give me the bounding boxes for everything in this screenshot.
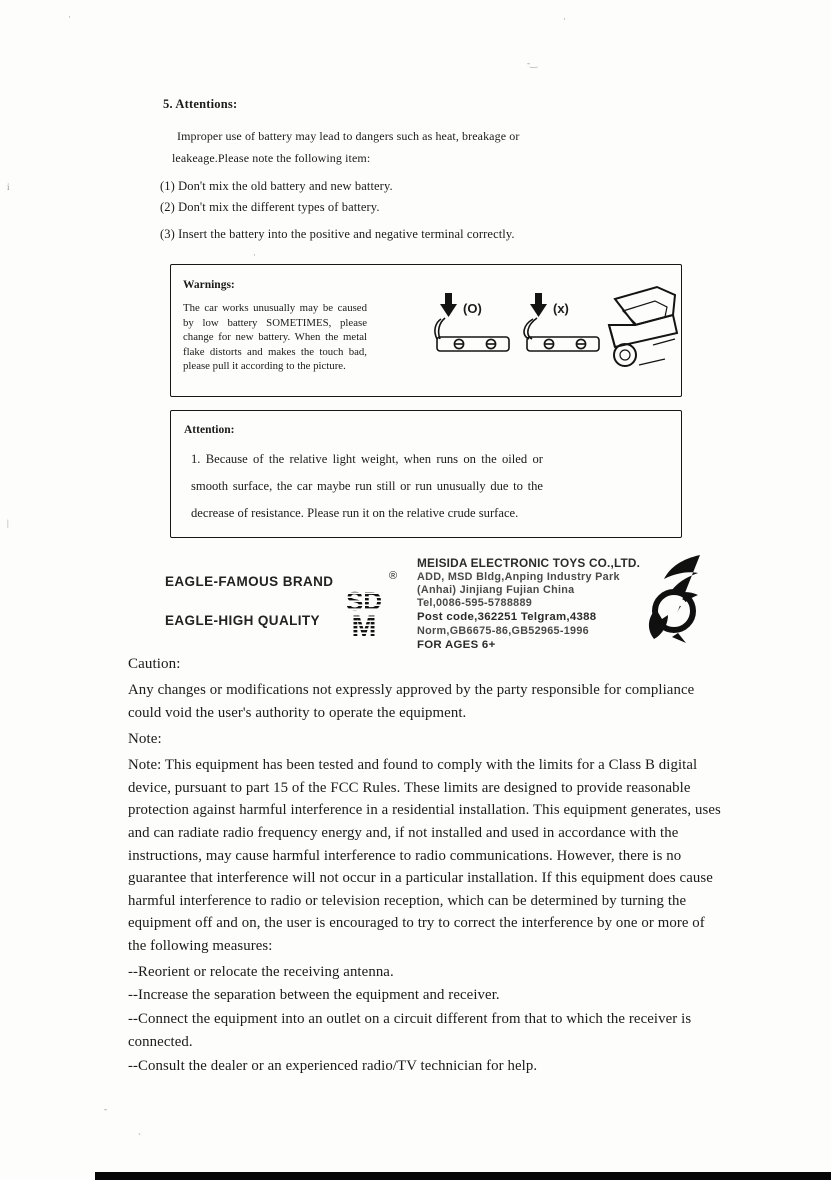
brand-line-famous: EAGLE-FAMOUS BRAND: [165, 574, 334, 589]
company-name: MEISIDA ELECTRONIC TOYS CO.,LTD.: [417, 556, 641, 570]
caution-heading: Caution:: [128, 656, 181, 672]
scan-artifact: |: [7, 518, 9, 528]
contact-ok-label: (O): [463, 301, 482, 316]
age-rating: FOR AGES 6+: [417, 639, 496, 651]
attentions-item-3: (3) Insert the battery into the positive and negative terminal correctly.: [160, 227, 515, 241]
msd-logo-icon: [332, 586, 396, 640]
car-sketch: [595, 281, 681, 377]
measure-2: --Increase the separation between the equipment and receiver.: [128, 987, 500, 1004]
attentions-item-2: (2) Don't mix the different types of battery.: [160, 200, 380, 214]
scan-artifact: -‿: [527, 58, 538, 68]
scan-artifact: ·: [253, 250, 256, 260]
fcc-statement: [128, 652, 722, 1078]
attentions-intro-line1: Improper use of battery may lead to dangers such as heat, breakage or: [177, 129, 520, 143]
eagle-icon: [642, 553, 704, 645]
toy-car-icon: [595, 281, 681, 377]
company-address-1: ADD, MSD Bldg,Anping Industry Park: [417, 571, 620, 583]
attentions-item-1: (1) Don't mix the old battery and new battery.: [160, 179, 393, 193]
scan-artifact: ·: [68, 12, 71, 22]
company-postcode: Post code,362251 Telgram,4388: [417, 611, 597, 623]
measure-4: --Consult the dealer or an experienced radio/TV technician for help.: [128, 1057, 538, 1074]
svg-text:SD: SD: [345, 586, 383, 616]
company-norm: Norm,GB6675-86,GB52965-1996: [417, 625, 589, 637]
company-tel: Tel,0086-595-5788889: [417, 597, 533, 609]
registered-mark: ®: [389, 570, 398, 582]
scan-artifact: -: [104, 1104, 107, 1114]
attentions-intro-line2: leakeage.Please note the following item:: [172, 151, 371, 165]
eagle-logo: [642, 553, 704, 645]
attentions-heading: 5. Attentions:: [163, 97, 238, 111]
scan-artifact: `: [138, 1132, 141, 1142]
attention-line3: decrease of resistance. Please run it on the relative crude surface.: [191, 506, 519, 520]
warnings-box: [170, 264, 682, 397]
brand-line-quality: EAGLE-HIGH QUALITY: [165, 613, 320, 628]
attention-line1: 1. Because of the relative light weight, when runs on the oiled or: [191, 452, 543, 466]
company-address-2: (Anhai) Jinjiang Fujian China: [417, 584, 575, 596]
measure-1: --Reorient or relocate the receiving antenna.: [128, 963, 394, 980]
note-heading: Note:: [128, 731, 162, 748]
caution-body: Any changes or modifications not expressly approved by the party responsible for compliance could void the user's authority to operate the equipment.: [128, 682, 695, 721]
svg-text:M: M: [351, 610, 377, 640]
msd-logo: [332, 586, 396, 640]
attention-line2: smooth surface, the car maybe run still or run unusually due to the: [191, 479, 543, 493]
scan-edge-bar: [95, 1172, 831, 1180]
scan-artifact: i: [7, 182, 10, 192]
contact-bad-label: (x): [553, 301, 569, 316]
warnings-heading: Warnings:: [183, 279, 235, 291]
measure-3: --Connect the equipment into an outlet on a circuit different from that to which the receiver is connected.: [128, 1010, 692, 1051]
note-body: Note: This equipment has been tested and found to comply with the limits for a Class B digital device, pursuant to part 15 of the FCC Rules. These limits are designed to provide reasonable protection against harmful interference in a residential installation. This equipment generates, uses and can radiate radio frequency energy and, if not installed and used in accordance with the instructions, may cause harmful interference to radio communications. However, there is no guarantee that interference will not occur in a particular installation. If this equipment does cause harmful interference to radio or television reception, which can be determined by turning the equipment off and on, the user is encouraged to try to correct the interference by one or more of the following measures:: [128, 757, 721, 954]
warnings-body: The car works unusually may be caused by low battery SOMETIMES, please change for new battery. When the metal flake distorts and makes the touch bad, please pull it according to the picture.: [183, 302, 367, 373]
scan-artifact: ·: [563, 14, 566, 24]
attention-heading: Attention:: [184, 424, 235, 436]
attention-box: [170, 410, 682, 538]
